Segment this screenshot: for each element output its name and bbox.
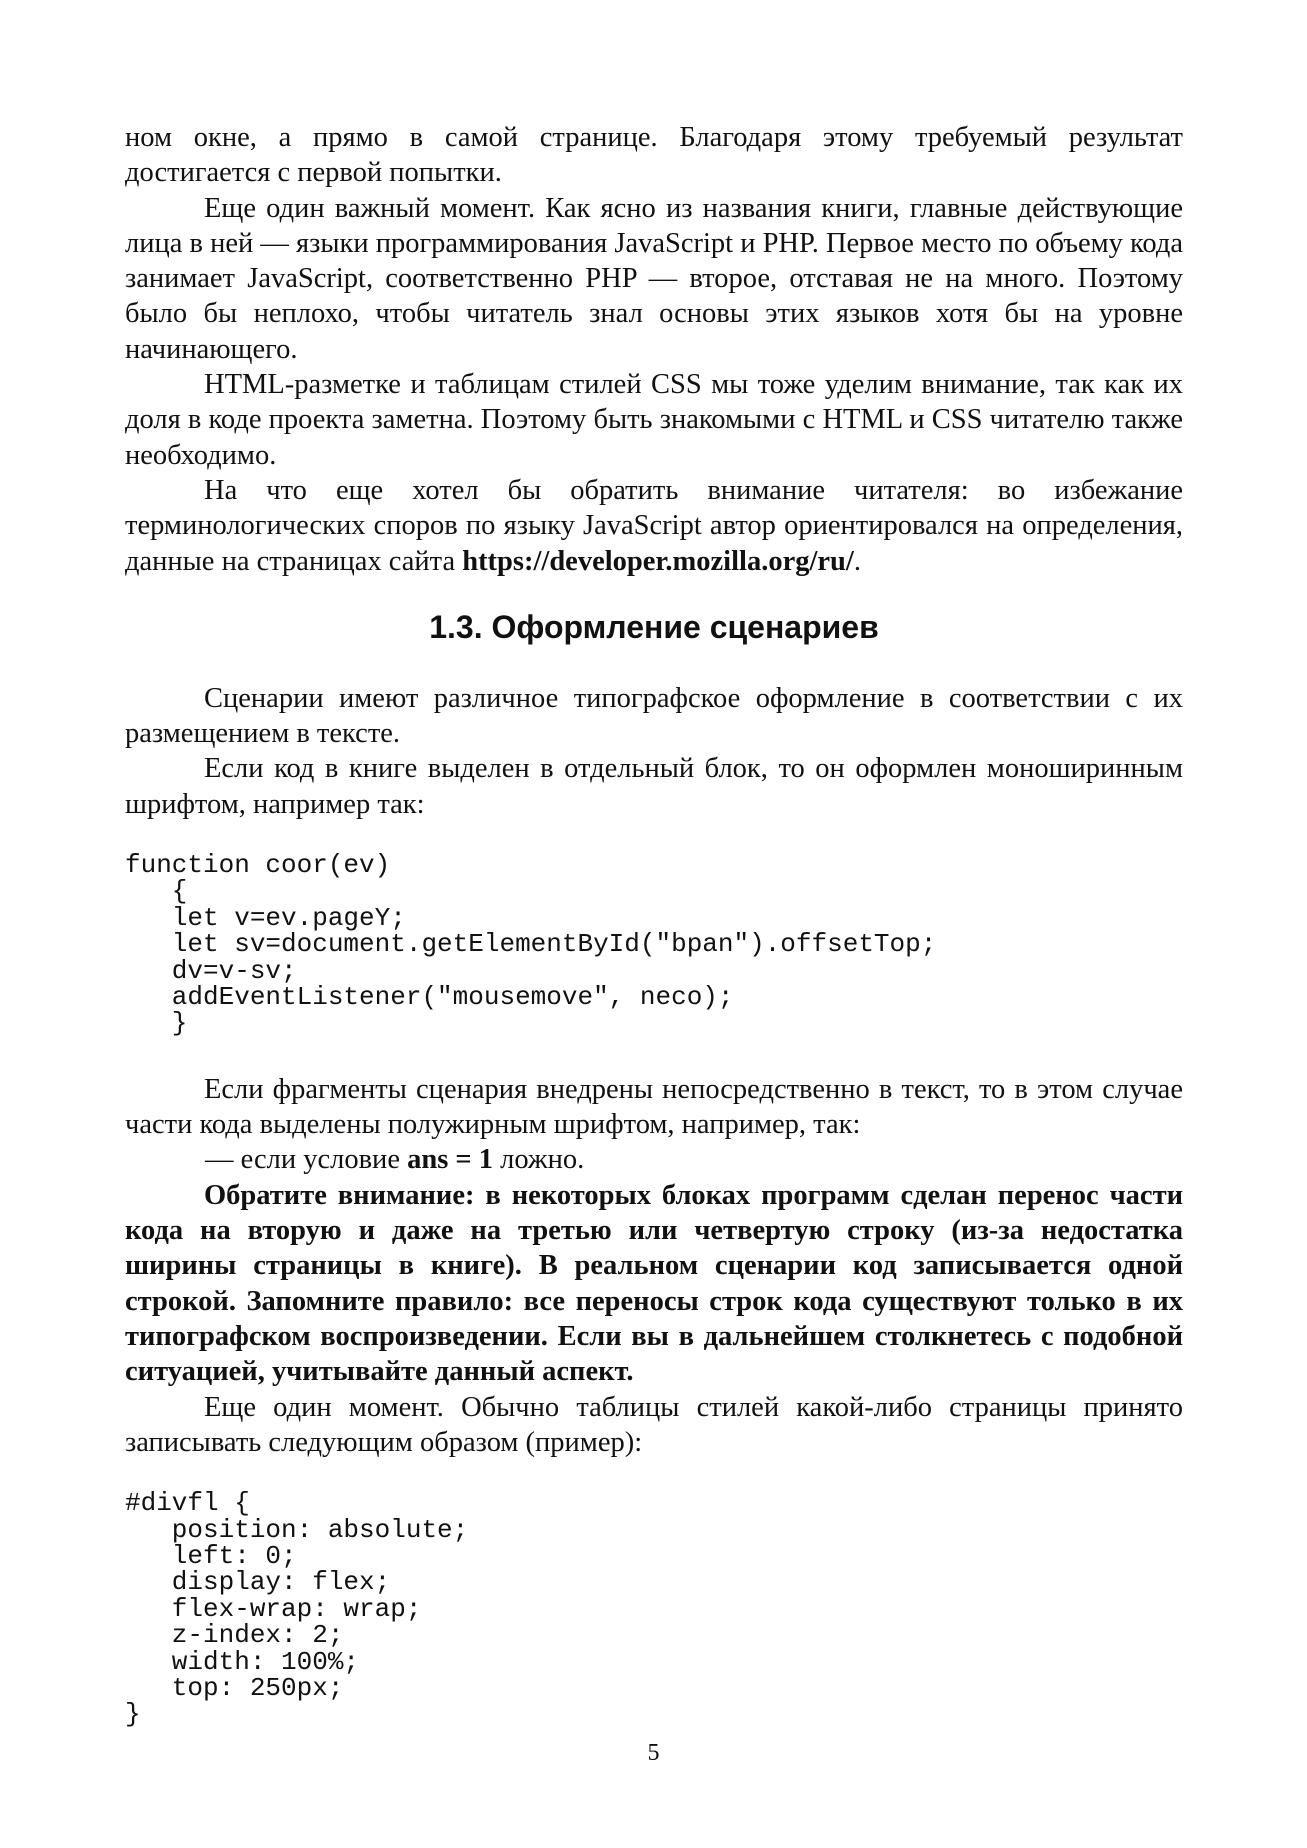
terminology-end: .	[853, 545, 861, 577]
mdn-url: https://developer.mozilla.org/ru/	[462, 545, 854, 577]
book-page	[125, 120, 1183, 1728]
paragraph-html-css: HTML-разметке и таблицам стилей CSS мы тоже уделим внимание, так как их доля в коде проекта заметна. Поэтому быть знакомыми с HTML и CSS читателю также необходимо.	[125, 369, 1183, 471]
paragraph-script-design: Сценарии имеют различное типографское оформление в соответствии с их размещением в тексте.	[125, 682, 1183, 750]
paragraph-stylesheet-intro: Еще один момент. Обычно таблицы стилей какой-либо страницы принято записывать следующим образом (пример):	[125, 1391, 1183, 1458]
code-block-function: function coor(ev) { let v=ev.pageY; let sv=document.getElementById("bpan").offsetTop; dv=v-sv; addEventListener("mousemove", neco); }	[125, 850, 937, 1039]
terminology-text: На что еще хотел бы обратить внимание читателя: во избежание терминологических споров по языку JavaScript автор ориентировался на определения, данные на страницах сайта	[125, 474, 1183, 577]
condition-text: — если условие	[205, 1144, 408, 1176]
code-block-css: #divfl { position: absolute; left: 0; display: flex; flex-wrap: wrap; z-index: 2; width: 100%; top: 250px; }	[125, 1488, 469, 1730]
paragraph-languages: Еще один важный момент. Как ясно из названия книги, главные действующие лица в ней — языки программирования JavaScript и PHP. Первое место по объему кода занимает JavaScript, соответственно PHP — второе, отставая не на много. Поэтому было бы неплохо, чтобы читатель знал основы этих языков хотя бы на уровне начинающего.	[125, 192, 1184, 365]
paragraph-terminology	[125, 473, 1183, 579]
page-number: 5	[647, 1740, 660, 1766]
paragraph-inline-code: Если фрагменты сценария внедрены непосредственно в текст, то в этом случае части кода выделены полужирным шрифтом, например, так:	[125, 1073, 1183, 1141]
paragraph-code-block-intro: Если код в книге выделен в отдельный блок, то он оформлен моноширинным шрифтом, например так:	[125, 753, 1183, 820]
section-heading: 1.3. Оформление сценариев	[429, 608, 879, 645]
paragraph-continuation: ном окне, а прямо в самой странице. Благодаря этому требуемый результат достигается с первой попытки.	[125, 122, 1183, 189]
paragraph-attention-note: Обратите внимание: в некоторых блоках программ сделан перенос части кода на вторую и даже на третью или четвертую строку (из-за недостатка ширины страницы в книге). В реальном сценарии код записывается одной строкой. Запомните правило: все переносы строк кода существуют только в их типографском воспроизведении. Если вы в дальнейшем столкнетесь с подобной ситуацией, учитывайте данный аспект.	[125, 1179, 1183, 1388]
paragraph-example-condition	[125, 1142, 1183, 1177]
condition-end: ложно.	[493, 1144, 585, 1176]
inline-code-example: ans = 1	[407, 1144, 494, 1176]
